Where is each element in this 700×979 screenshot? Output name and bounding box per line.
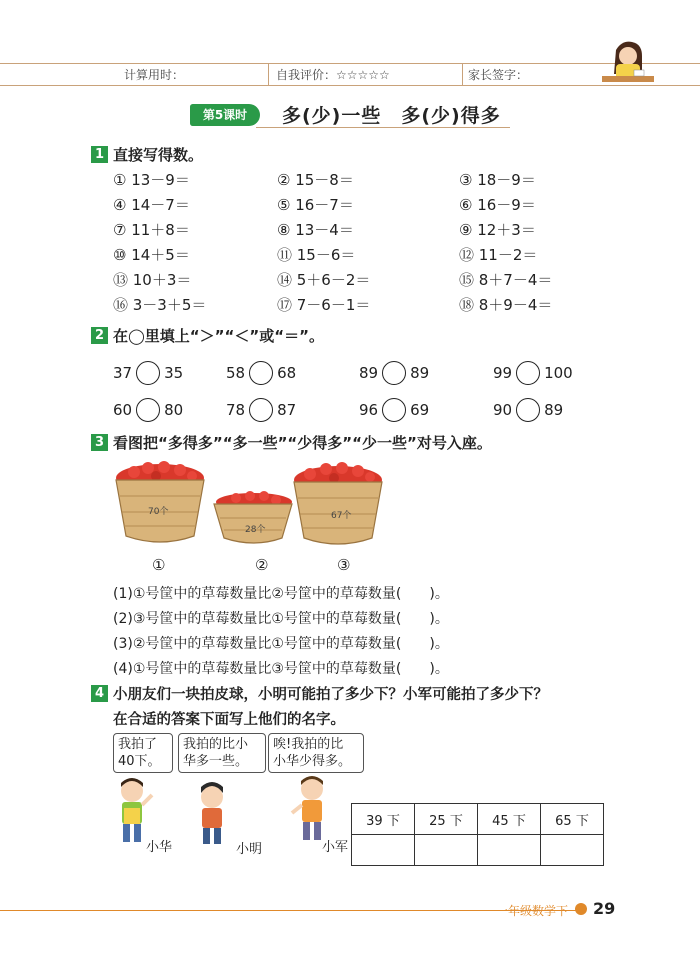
option-cell: 65 下 — [541, 804, 604, 835]
teacher-illustration — [600, 40, 656, 88]
compare-right: 35 — [164, 364, 184, 382]
bubble-line: 唉!我拍的比 — [273, 737, 344, 752]
compare-item — [359, 361, 429, 385]
table-row — [352, 804, 604, 835]
compare-item — [226, 361, 296, 385]
page-dot-icon — [575, 903, 587, 915]
compare-right: 89 — [410, 364, 430, 382]
equation: ④ 14－7＝ — [113, 196, 190, 214]
equation: ① 13－9＝ — [113, 171, 190, 189]
speech-bubble — [268, 733, 364, 773]
equation: ⑧ 13－4＝ — [277, 221, 354, 239]
equation: ⑤ 16－7＝ — [277, 196, 354, 214]
compare-right: 89 — [544, 401, 564, 419]
lesson-title: 多(少)一些 多(少)得多 — [282, 105, 501, 127]
sub-question: (2)③号筐中的草莓数量比①号筐中的草莓数量( )。 — [113, 611, 449, 627]
compare-left: 78 — [226, 401, 246, 419]
question-number: 3 — [91, 434, 108, 451]
answer-cell[interactable] — [352, 835, 415, 866]
equation: ⑫ 11－2＝ — [459, 246, 538, 264]
compare-right: 100 — [544, 364, 573, 382]
compare-left: 37 — [113, 364, 133, 382]
sub-question: (1)①号筐中的草莓数量比②号筐中的草莓数量( )。 — [113, 586, 449, 602]
equation: ⑬ 10＋3＝ — [113, 271, 192, 289]
equation: ③ 18－9＝ — [459, 171, 536, 189]
equation: ⑥ 16－9＝ — [459, 196, 536, 214]
parent-sign-label: 家长签字： — [468, 68, 529, 82]
equation: ⑮ 8＋7－4＝ — [459, 271, 553, 289]
speech-bubble — [113, 733, 173, 773]
kid-name: 小华 — [146, 840, 173, 855]
compare-item — [113, 361, 183, 385]
basket-number: ③ — [337, 556, 351, 574]
basket-number: ① — [152, 556, 166, 574]
compare-left: 58 — [226, 364, 246, 382]
question-number: 1 — [91, 146, 108, 163]
answer-circle[interactable] — [516, 361, 540, 385]
header-bottom-rule — [0, 85, 700, 86]
kid-xiaohua — [121, 778, 152, 842]
header-divider — [268, 64, 269, 85]
bubble-line: 华多一些。 — [183, 754, 249, 769]
answer-circle[interactable] — [136, 398, 160, 422]
bubble-line: 40下。 — [118, 754, 161, 769]
basket-label: 70个 — [148, 507, 169, 517]
compare-right: 80 — [164, 401, 184, 419]
question-text: 在◯里填上“＞”“＜”或“＝”。 — [113, 327, 324, 345]
basket-1 — [116, 461, 204, 542]
basket-2 — [214, 491, 292, 543]
equation: ⑨ 12＋3＝ — [459, 221, 536, 239]
basket-3 — [294, 462, 382, 544]
option-cell: 39 下 — [352, 804, 415, 835]
compare-item — [359, 398, 429, 422]
answer-circle[interactable] — [249, 398, 273, 422]
answer-circle[interactable] — [249, 361, 273, 385]
compare-left: 90 — [493, 401, 513, 419]
basket-label: 28个 — [245, 525, 266, 535]
question-text: 小朋友们一块拍皮球，小明可能拍了多少下？小军可能拍了多少下？ — [113, 687, 548, 703]
equation: ⑦ 11＋8＝ — [113, 221, 190, 239]
question-number: 4 — [91, 685, 108, 702]
compare-left: 60 — [113, 401, 133, 419]
answer-circle[interactable] — [136, 361, 160, 385]
compare-right: 69 — [410, 401, 430, 419]
bubble-line: 我拍了 — [118, 737, 158, 752]
table-row — [352, 835, 604, 866]
option-cell: 45 下 — [478, 804, 541, 835]
speech-bubble — [178, 733, 266, 773]
kid-xiaojun — [292, 776, 323, 840]
equation: ⑱ 8＋9－4＝ — [459, 296, 553, 314]
compare-right: 68 — [277, 364, 297, 382]
question-text: 在合适的答案下面写上他们的名字。 — [113, 712, 345, 728]
kid-name: 小军 — [322, 840, 349, 855]
equation: ⑭ 5＋6－2＝ — [277, 271, 371, 289]
answer-circle[interactable] — [382, 361, 406, 385]
sub-question: (4)①号筐中的草莓数量比③号筐中的草莓数量( )。 — [113, 661, 449, 677]
kid-xiaoming — [201, 782, 223, 844]
compare-left: 99 — [493, 364, 513, 382]
compare-right: 87 — [277, 401, 297, 419]
equation: ⑩ 14＋5＝ — [113, 246, 190, 264]
header-divider — [462, 64, 463, 85]
equation: ⑯ 3－3＋5＝ — [113, 296, 207, 314]
answer-table — [351, 803, 604, 866]
answer-circle[interactable] — [516, 398, 540, 422]
answer-cell[interactable] — [541, 835, 604, 866]
lesson-tag: 第5课时 — [190, 104, 260, 126]
bubble-line: 小华少得多。 — [273, 754, 352, 769]
bubble-line: 我拍的比小 — [183, 737, 249, 752]
answer-circle[interactable] — [382, 398, 406, 422]
header-top-rule — [0, 63, 700, 64]
self-eval-label: 自我评价：☆☆☆☆☆ — [276, 68, 390, 82]
equation: ⑪ 15－6＝ — [277, 246, 356, 264]
answer-cell[interactable] — [478, 835, 541, 866]
footer-book-title: 一年级数学下 — [496, 904, 569, 918]
compare-item — [226, 398, 296, 422]
basket-number: ② — [255, 556, 269, 574]
title-underline — [256, 127, 510, 128]
equation: ⑰ 7－6－1＝ — [277, 296, 371, 314]
compare-item — [493, 398, 563, 422]
compare-left: 89 — [359, 364, 379, 382]
question-number: 2 — [91, 327, 108, 344]
compare-left: 96 — [359, 401, 379, 419]
sub-question: (3)②号筐中的草莓数量比①号筐中的草莓数量( )。 — [113, 636, 449, 652]
question-text: 看图把“多得多”“多一些”“少得多”“少一些”对号入座。 — [113, 434, 492, 452]
compare-item — [113, 398, 183, 422]
question-text: 直接写得数。 — [113, 146, 204, 164]
basket-label: 67个 — [331, 511, 352, 521]
compare-item — [493, 361, 573, 385]
equation: ② 15－8＝ — [277, 171, 354, 189]
footer-rule — [0, 910, 580, 911]
option-cell: 25 下 — [415, 804, 478, 835]
kid-name: 小明 — [236, 842, 263, 857]
page-number: 29 — [593, 899, 616, 918]
calc-time-label: 计算用时： — [124, 68, 185, 82]
answer-cell[interactable] — [415, 835, 478, 866]
